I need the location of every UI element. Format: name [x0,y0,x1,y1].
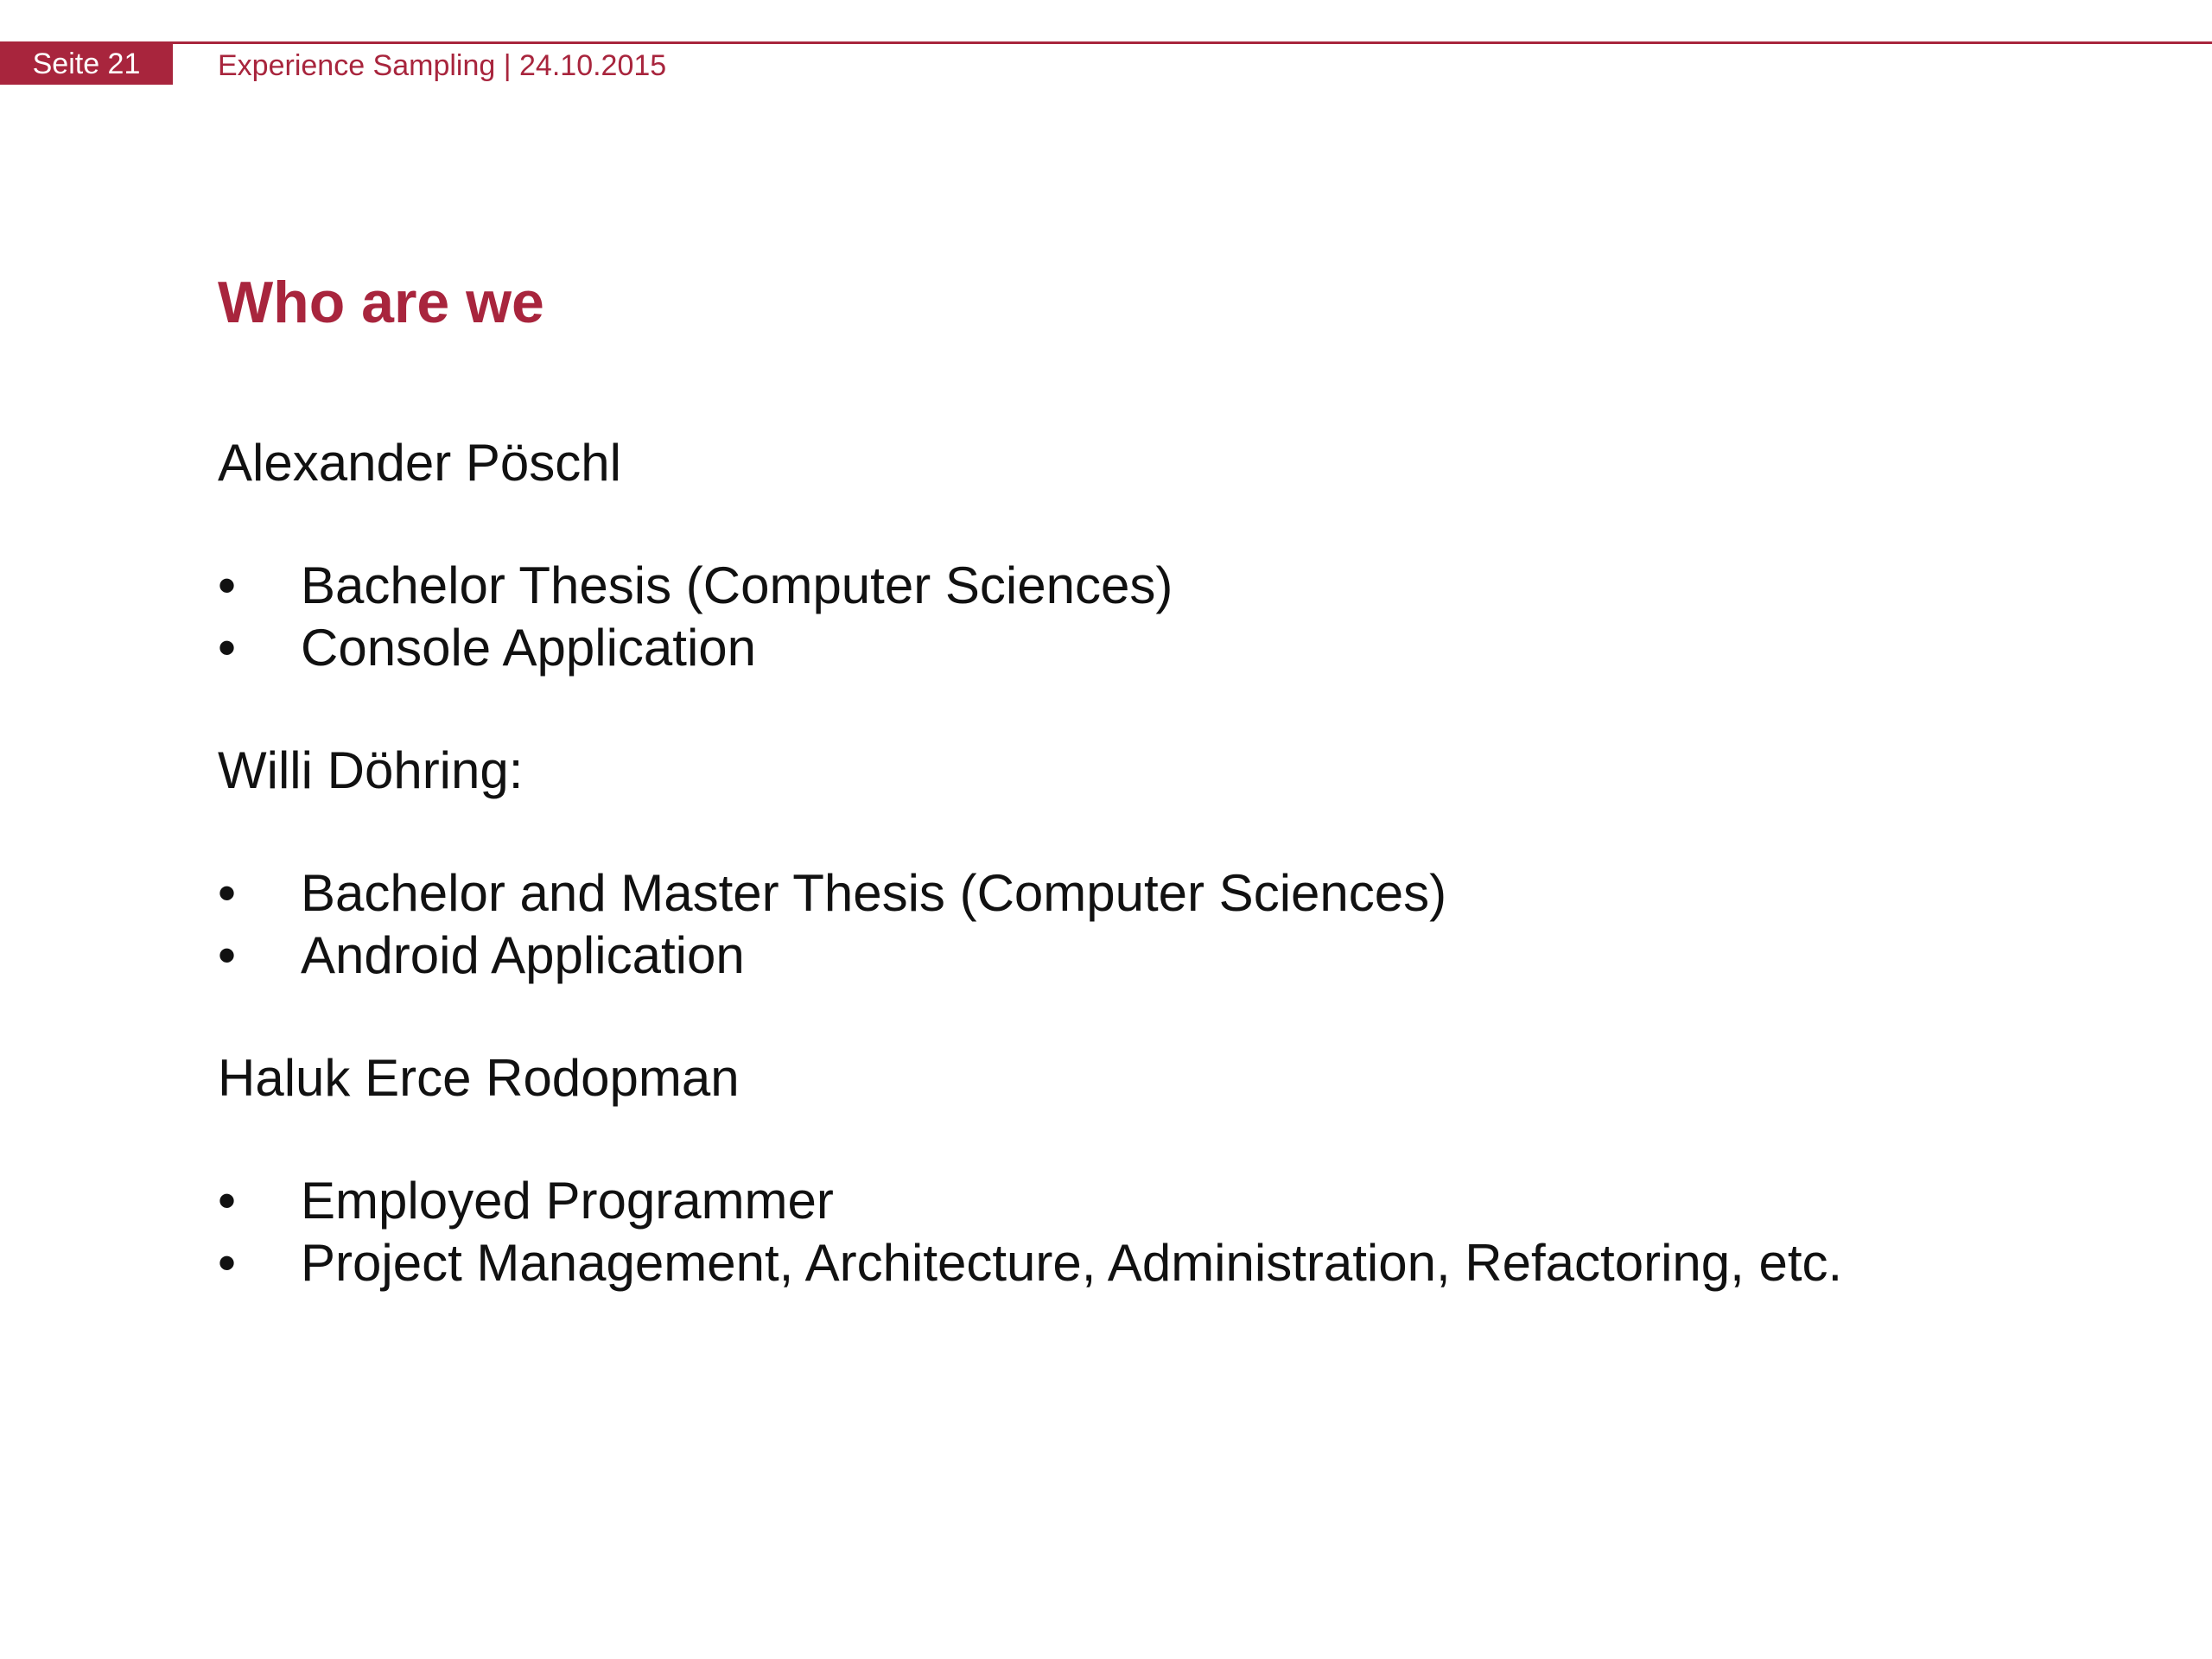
slide-content [218,432,2119,1355]
list-item [218,1232,2119,1294]
person-section [218,740,2119,987]
bullet-icon: • [218,926,237,984]
bullet-icon: • [218,556,237,614]
list-item-text: Android Application [301,926,745,984]
bullet-list [218,555,2119,679]
list-item-text: Employed Programmer [301,1172,834,1230]
slide-title: Who are we [218,270,544,335]
bullet-list [218,862,2119,987]
bullet-list [218,1170,2119,1294]
list-item [218,1170,2119,1232]
person-section [218,432,2119,679]
list-item-text: Project Management, Architecture, Administration, Refactoring, etc. [301,1234,1843,1292]
bullet-icon: • [218,1172,237,1230]
list-item [218,862,2119,925]
header-rule [0,41,2212,44]
bullet-icon: • [218,1234,237,1292]
bullet-icon: • [218,619,237,677]
page-number-badge: Seite 21 [0,44,173,85]
person-name: Haluk Erce Rodopman [218,1049,740,1107]
person-name: Willi Döhring: [218,741,524,799]
list-item [218,617,2119,679]
person-section [218,1047,2119,1294]
list-item-text: Console Application [301,619,757,677]
list-item [218,555,2119,617]
bullet-icon: • [218,864,237,922]
list-item-text: Bachelor Thesis (Computer Sciences) [301,556,1173,614]
person-name: Alexander Pöschl [218,434,621,492]
list-item-text: Bachelor and Master Thesis (Computer Sciences) [301,864,1447,922]
header-meta-text: Experience Sampling | 24.10.2015 [218,49,667,82]
list-item [218,925,2119,987]
